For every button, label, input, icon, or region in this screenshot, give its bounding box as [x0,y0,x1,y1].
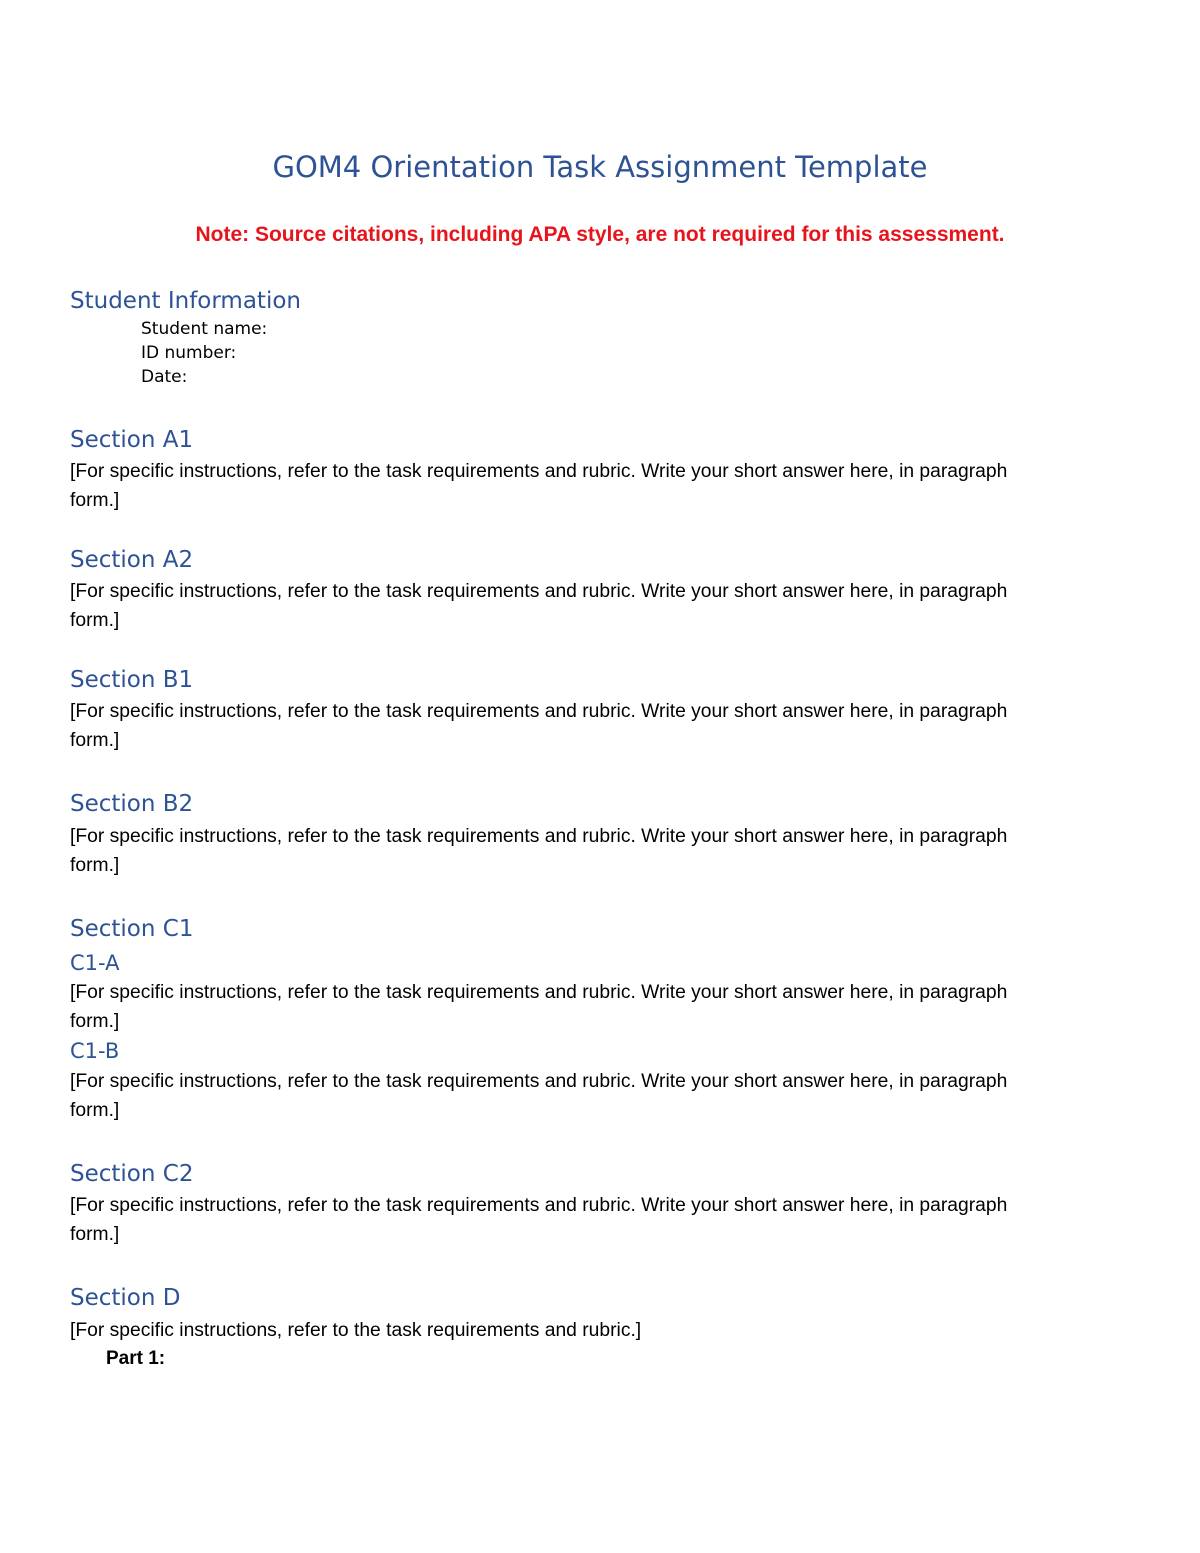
section-b2-text [70,822,1138,880]
document-title: GOM4 Orientation Task Assignment Template [272,150,928,184]
section-a1-heading: Section A1 [70,427,194,453]
c1-b-text [70,1067,1138,1125]
date-label: Date: [141,367,188,387]
section-d-text [70,1316,1138,1345]
section-b1-heading: Section B1 [70,667,194,693]
section-c2-heading: Section C2 [70,1161,194,1187]
c1-a-text [70,978,1138,1036]
c1-b-subheading: C1-B [70,1039,120,1063]
instruction-line: [For specific instructions, refer to the task requirements and rubric. Write your short answer here, in paragraph [70,982,1008,1003]
instruction-line: [For specific instructions, refer to the task requirements and rubric. Write your short answer here, in paragraph [70,826,1008,847]
section-a2-text [70,577,1138,635]
student-name-label: Student name: [141,319,268,339]
section-d-instruction: [For specific instructions, refer to the task requirements and rubric.] [70,1320,642,1341]
instruction-line: [For specific instructions, refer to the task requirements and rubric. Write your short answer here, in paragraph [70,461,1008,482]
section-c1-heading: Section C1 [70,916,194,942]
section-a1-text [70,457,1138,515]
instruction-line-end: form.] [70,1100,120,1121]
instruction-line: [For specific instructions, refer to the task requirements and rubric. Write your short answer here, in paragraph [70,1195,1008,1216]
instruction-line-end: form.] [70,610,120,631]
id-number-label: ID number: [141,343,237,363]
section-d-heading: Section D [70,1285,181,1311]
part-1-label: Part 1: [106,1348,166,1369]
section-b1-text [70,697,1138,755]
instruction-line-end: form.] [70,855,120,876]
instruction-line-end: form.] [70,490,120,511]
section-a2-heading: Section A2 [70,547,194,573]
c1-a-subheading: C1-A [70,951,120,975]
instruction-line: [For specific instructions, refer to the task requirements and rubric. Write your short answer here, in paragraph [70,1071,1008,1092]
instruction-line-end: form.] [70,1224,120,1245]
section-b2-heading: Section B2 [70,791,194,817]
instruction-line-end: form.] [70,1011,120,1032]
instruction-line: [For specific instructions, refer to the task requirements and rubric. Write your short answer here, in paragraph [70,701,1008,722]
instruction-line: [For specific instructions, refer to the task requirements and rubric. Write your short answer here, in paragraph [70,581,1008,602]
student-info-heading: Student Information [70,288,301,314]
section-c2-text [70,1191,1138,1249]
citation-note: Note: Source citations, including APA style, are not required for this assessment. [195,223,1005,246]
instruction-line-end: form.] [70,730,120,751]
